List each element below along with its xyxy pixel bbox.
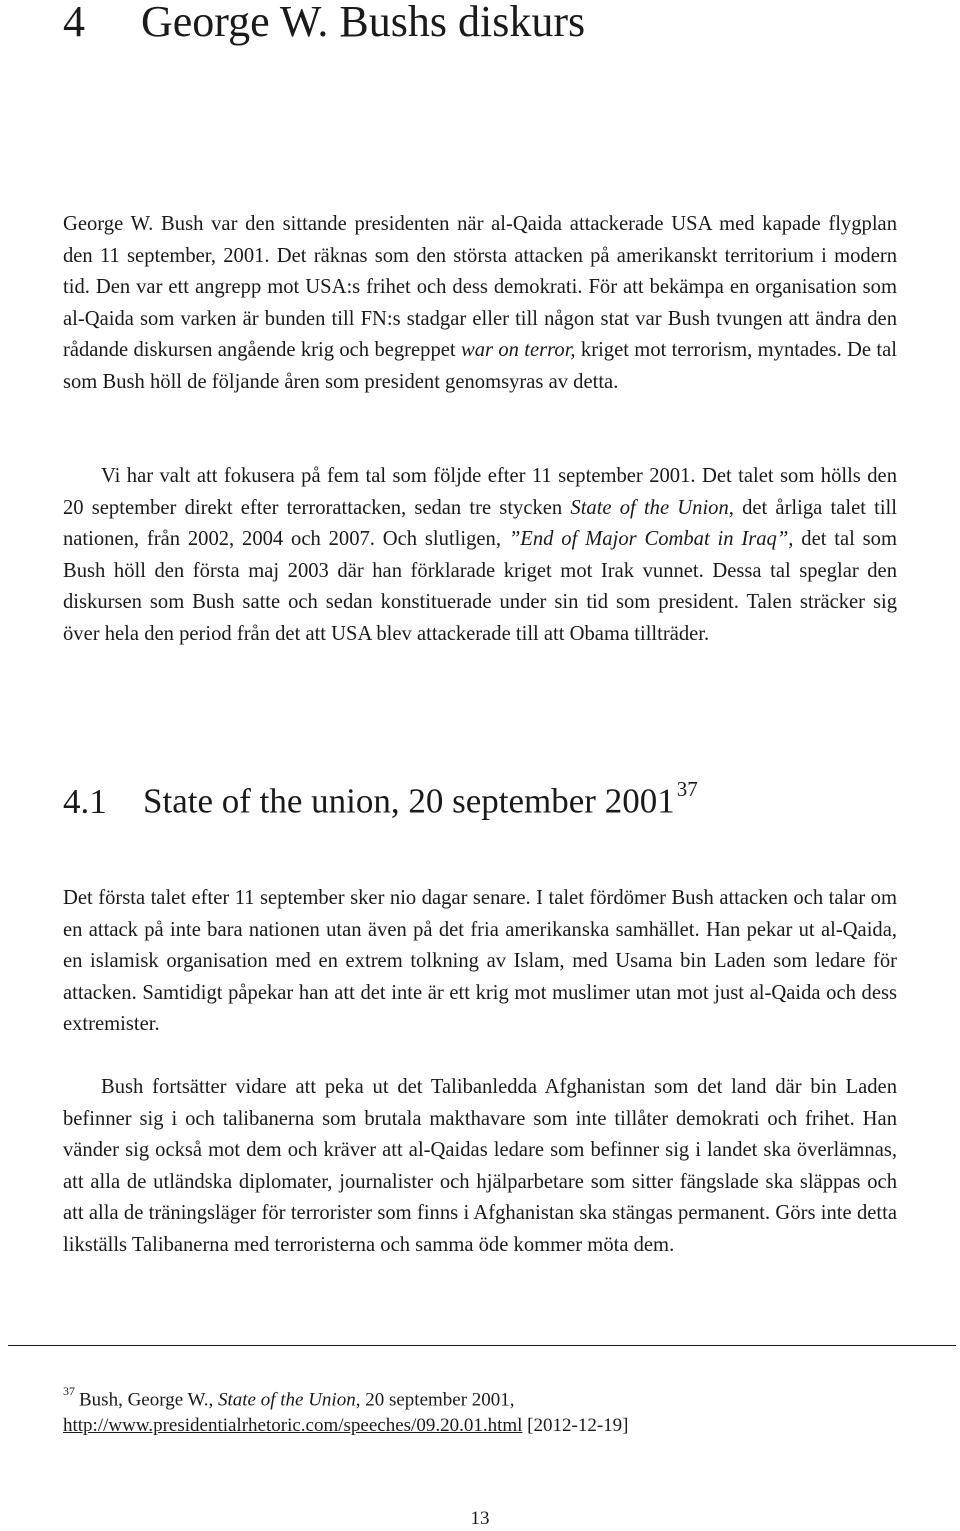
footnote <box>63 1381 897 1439</box>
footnote-divider <box>8 1345 956 1346</box>
intro-paragraph-2 <box>63 461 897 650</box>
footnote-author: Bush, George W., <box>79 1389 214 1411</box>
intro-text: George W. Bush var den sittande presidenten när al-Qaida attackerade USA med kapade flygplan den 11 september, 2001. Det räknas som den största attacken på amerikanskt territorium i modern tid. Den var ett angrepp mot USA:s frihet och dess demokrati. För att bekämpa en organisation som al-Qaida som varken är bunden till FN:s stadgar eller till någon stat var Bush tvungen att ändra den rådande diskursen angående krig och begreppet <box>63 213 897 361</box>
intro-text: kriget mot terrorism, myntades. De tal som Bush höll de följande åren som president genomsyras av detta. <box>63 339 897 393</box>
footnote-accessed: [2012-12-19] <box>527 1415 629 1437</box>
section-title: State of the union, 20 september 2001 <box>143 781 675 821</box>
speech-title-iraq: ”End of Major Combat in Iraq”, <box>508 528 794 550</box>
footnote-reference[interactable]: 37 <box>676 777 698 801</box>
footnote-number: 37 <box>63 1384 75 1398</box>
footnote-work: State of the Union <box>217 1389 356 1411</box>
section-paragraph-2: Bush fortsätter vidare att peka ut det Talibanledda Afghanistan som det land där bin Laden befinner sig i och talibanerna som brutala makthavare som inte tillåter demokrati och frihet. Han vänder sig också mot dem och kräver att al-Qaidas ledare som befinner sig i landet ska överlämnas, att alla de utländska diplomater, journalister och hjälparbetare som sitter fängslade ska släppas och att alla de träningsläger för terrorister som finns i Afghanistan ska stängas permanent. Görs inte detta likställs Talibanerna med terroristerna och samma öde kommer möta dem. <box>63 1076 897 1256</box>
speech-title-sotu: State of the Union, <box>570 496 734 519</box>
chapter-title: George W. Bushs diskurs <box>141 0 586 46</box>
section-heading <box>63 768 698 827</box>
section-number: 4.1 <box>63 781 107 821</box>
intro-text: det tal som Bush höll den första maj 2003 där han förklarade kriget mot Irak vunnet. Dessa tal speglar den diskursen som Bush satte och sedan konstituerade under sin tid som president. Talen sträcker sig över hela den period från det att USA blev attackerade till att Obama tillträder. <box>63 528 897 645</box>
intro-paragraph-1 <box>63 209 897 398</box>
footnote-date: , 20 september 2001, <box>355 1389 515 1411</box>
section-paragraph-1: Det första talet efter 11 september sker nio dagar senare. I talet fördömer Bush attacken och talar om en attack på inte bara nationen utan även på det fria amerikanska samhället. Han pekar ut al-Qaida, en islamisk organisation med en extrem tolkning av Islam, med Usama bin Laden som ledare för attacken. Samtidigt påpekar han att det inte är ett krig mot muslimer utan mot just al-Qaida och dess extremister. <box>63 887 897 1035</box>
chapter-number: 4 <box>63 0 85 46</box>
intro-text: det årliga talet till nationen, från 2002, 2004 och 2007. Och slutligen, <box>63 496 897 550</box>
term-war-on-terror: war on terror, <box>460 339 576 361</box>
footnote-link[interactable]: http://www.presidentialrhetoric.com/speeches/09.20.01.html <box>63 1415 523 1437</box>
intro-text: Vi har valt att fokusera på fem tal som följde efter 11 september 2001. Det talet som hölls den 20 september direkt efter terrorattacken, sedan tre stycken <box>63 465 897 519</box>
chapter-heading <box>63 0 585 50</box>
page-number: 13 <box>470 1508 490 1529</box>
